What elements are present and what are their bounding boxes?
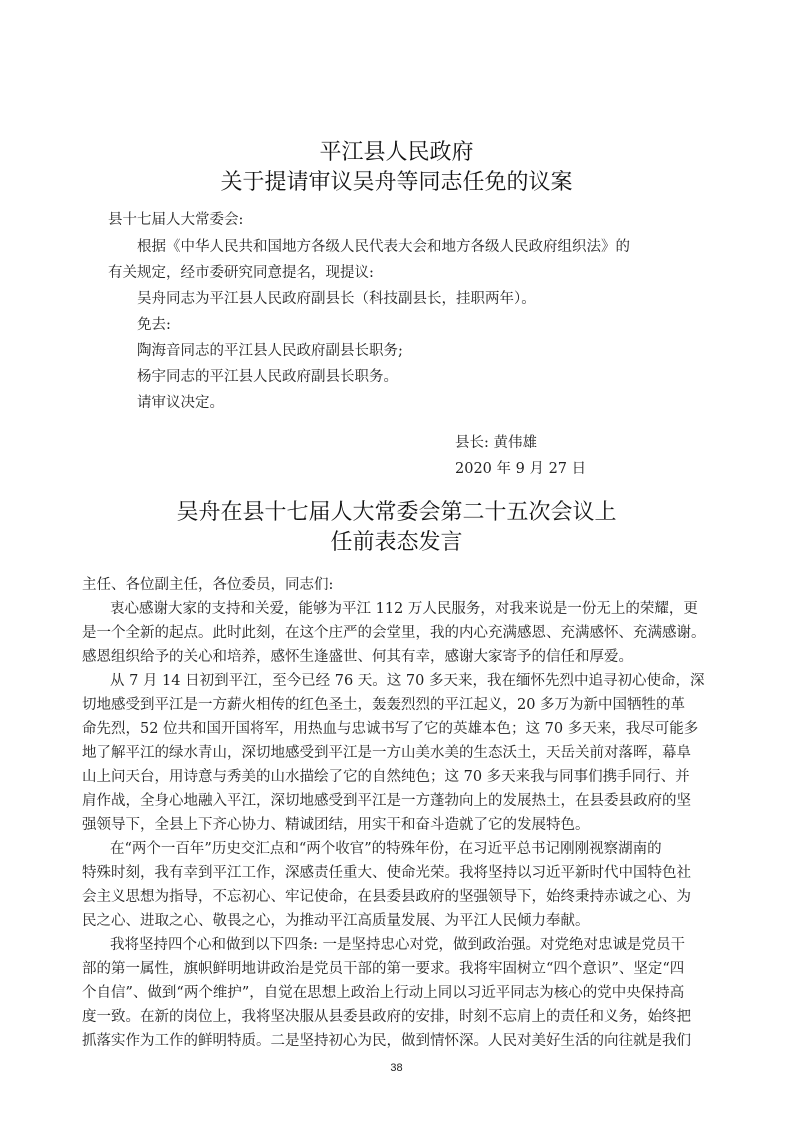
speech-line: 肩作战，全身心地融入平江，深切地感受到平江是一方蓬勃向上的发展热土，在县委县政府的坚 [82, 793, 691, 809]
proposal-title [0, 138, 793, 198]
speech-line: 切地感受到平江是一方薪火相传的红色圣土，轰轰烈烈的平江起义，20 多万为新中国牺牲的革 [82, 697, 686, 713]
page-number: 38 [390, 1062, 403, 1074]
speech-line: 会主义思想为指导，不忘初心、牢记使命，在县委县政府的坚强领导下，始终秉持赤诚之心、为 [82, 889, 691, 905]
speech-line: 地了解平江的绿水青山，深切地感受到平江是一方山美水美的生态沃土，天岳关前对落晖，幕阜 [82, 745, 691, 761]
speech-title-line1: 吴舟在县十七届人大常委会第二十五次会议上 [176, 500, 617, 525]
proposal-line: 免去: [137, 317, 171, 333]
speech-line: 个自信”、做到“两个维护”，自觉在思想上政治上行动上同以习近平同志为核心的党中央保持高 [82, 985, 685, 1001]
speech-line: 衷心感谢大家的支持和关爱，能够为平江 112 万人民服务，对我来说是一份无上的荣耀，更 [110, 601, 698, 617]
speech-line: 特殊时刻，我有幸到平江工作，深感责任重大、使命光荣。我将坚持以习近平新时代中国特色社 [82, 865, 691, 881]
speech-line: 度一致。在新的岗位上，我将坚决服从县委县政府的安排，时刻不忘肩上的责任和义务，始终把 [82, 1009, 691, 1025]
proposal-line: 吴舟同志为平江县人民政府副县长（科技副县长，挂职两年）。 [137, 291, 536, 307]
proposal-line: 杨宇同志的平江县人民政府副县长职务。 [137, 369, 398, 385]
proposal-line: 根据《中华人民共和国地方各级人民代表大会和地方各级人民政府组织法》的 [137, 239, 630, 255]
proposal-line: 请审议决定。 [137, 395, 224, 411]
speech-salutation: 主任、各位副主任，各位委员，同志们: [82, 577, 334, 593]
speech-line: 部的第一属性，旗帜鲜明地讲政治是党员干部的第一要求。我将牢固树立“四个意识”、坚定“四 [82, 961, 685, 977]
speech-line: 民之心、进取之心、敬畏之心，为推动平江高质量发展、为平江人民倾力奉献。 [82, 913, 590, 929]
speech-line: 山上问天台，用诗意与秀美的山水描绘了它的自然纯色；这 70 多天来我与同事们携手同行、并 [82, 769, 690, 785]
speech-title [0, 498, 793, 558]
speech-line: 命先烈，52 位共和国开国将军，用热血与忠诚书写了它的英雄本色；这 70 多天来，我尽可能多 [82, 721, 699, 737]
speech-line: 是一个全新的起点。此时此刻，在这个庄严的会堂里，我的内心充满感恩、充满感怀、充满感谢。 [82, 625, 706, 641]
proposal-salutation: 县十七届人大常委会: [108, 212, 244, 228]
proposal-line: 陶海音同志的平江县人民政府副县长职务; [137, 343, 403, 359]
speech-line: 从 7 月 14 日初到平江，至今已经 76 天。这 70 多天来，我在缅怀先烈中追寻初心使命，深 [110, 673, 705, 689]
proposal-title-line1: 平江县人民政府 [319, 140, 474, 165]
signatory: 县长: 黄伟雄 [455, 435, 537, 451]
speech-title-line2: 任前表态发言 [330, 530, 463, 555]
proposal-line: 有关规定，经市委研究同意提名，现提议: [108, 265, 374, 281]
proposal-title-line2: 关于提请审议吴舟等同志任免的议案 [220, 170, 573, 195]
speech-line: 在“两个一百年”历史交汇点和“两个收官”的特殊年份，在习近平总书记刚刚视察湖南的 [110, 841, 662, 857]
speech-line: 感恩组织给予的关心和培养，感怀生逢盛世、何其有幸，感谢大家寄予的信任和厚爱。 [82, 649, 633, 665]
speech-line: 我将坚持四个心和做到以下四条: 一是坚持忠心对党，做到政治强。对党绝对忠诚是党员干 [110, 937, 685, 953]
speech-line: 强领导下，全县上下齐心协力、精诚团结，用实干和奋斗造就了它的发展特色。 [82, 817, 590, 833]
speech-line: 抓落实作为工作的鲜明特质。二是坚持初心为民，做到情怀深。人民对美好生活的向往就是我们 [82, 1033, 691, 1049]
date: 2020 年 9 月 27 日 [455, 461, 587, 477]
